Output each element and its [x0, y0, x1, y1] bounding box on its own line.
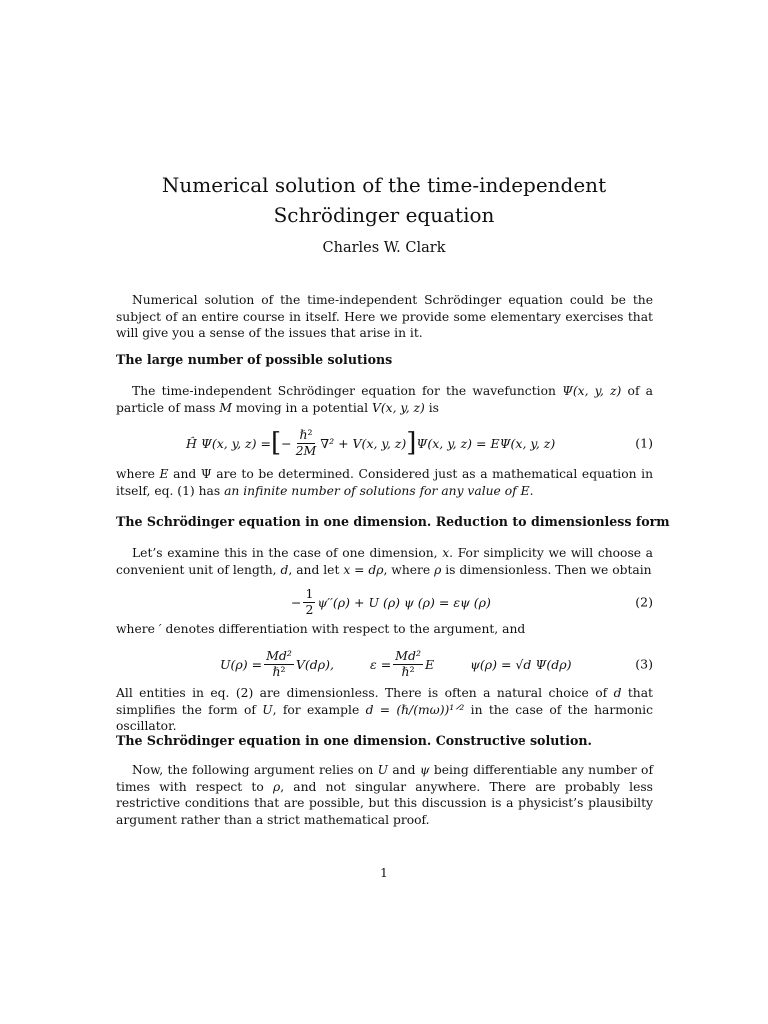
- section-heading-constructive: The Schrödinger equation in one dimension. Constructive solution.: [116, 733, 592, 748]
- equation-3-number: (3): [635, 656, 653, 672]
- equation-2-number: (2): [635, 594, 653, 610]
- section2-paragraph2: where ′ denotes differentiation with respect to the argument, and: [116, 622, 526, 636]
- equation-2: − $\frac{1}{2}$ ψ′′(ρ) + U (ρ) ψ (ρ) = εψ (ρ) (2): [291, 586, 653, 617]
- section-heading-dimensionless: The Schrödinger equation in one dimension. Reduction to dimensionless form: [116, 514, 670, 529]
- equation-1-number: (1): [635, 435, 653, 451]
- paper-title: Numerical solution of the time-independent Schrödinger equation: [161, 173, 607, 227]
- equation-1: Ĥ Ψ(x, y, z) = [ − $\frac{\text{ℏ²}}{2M}$ ∇² + V(x, y, z) ] Ψ(x, y, z) = EΨ(x, y, z) (1): [186, 427, 653, 458]
- section1-paragraph2: where E and Ψ are to be determined. Considered just as a mathematical equation in itself, eq. (1) has an infinite number of solutions for any value of E.: [116, 467, 653, 498]
- equation-3: U(ρ) = $\frac{\text{Md²}}{\text{ℏ²}}$ V(dρ), ε = $\frac{\text{Md²}}{\text{ℏ²}}$ E ψ(ρ) = √d Ψ(dρ) (3): [220, 648, 653, 679]
- intro-paragraph: Numerical solution of the time-independent Schrödinger equation could be the subject of an entire course in itself. Here we provide some elementary exercises that will give you a sense of the issues that arise in it.: [116, 293, 653, 340]
- section2-paragraph3: All entities in eq. (2) are dimensionless. There is often a natural choice of d that simplifies the form of U, for example d = (ℏ/(mω))¹ᐟ² in the case of the harmonic oscillator.: [116, 686, 654, 733]
- section2-paragraph1: Let’s examine this in the case of one dimension, x. For simplicity we will choose a convenient unit of length, d, and let x = dρ, where ρ is dimensionless. Then we obtain: [116, 546, 653, 577]
- section3-paragraph1: Now, the following argument relies on U and ψ being differentiable any number of times with respect to ρ, and not singular anywhere. There are probably less restrictive conditions that are possible, but this discussion is a physicist’s plausibilty argument rather than a strict mathematical proof.: [116, 763, 654, 827]
- author-name: Charles W. Clark: [322, 240, 446, 256]
- section-heading-solutions: The large number of possible solutions: [116, 352, 393, 367]
- page-number: 1: [380, 866, 388, 880]
- section1-paragraph1: The time-independent Schrödinger equation for the wavefunction Ψ(x, y, z) of a particle of mass M moving in a potential V(x, y, z) is: [116, 384, 653, 415]
